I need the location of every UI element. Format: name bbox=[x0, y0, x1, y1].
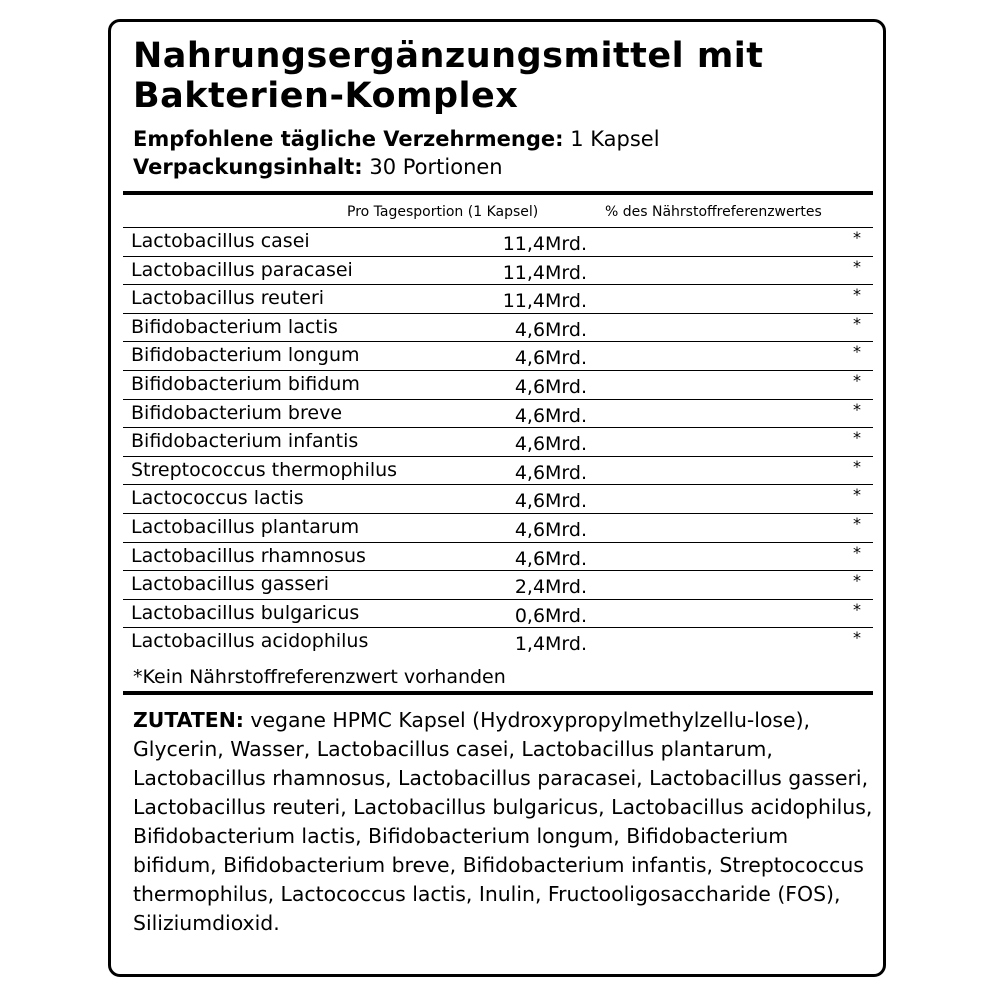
strain-name: Lactobacillus plantarum bbox=[131, 515, 360, 538]
strain-amount: 4,6Mrd. bbox=[514, 490, 587, 513]
nrv-asterisk: * bbox=[853, 285, 861, 305]
nrv-footnote: *Kein Nährstoffreferenzwert vorhanden bbox=[133, 666, 506, 688]
table-row bbox=[123, 227, 873, 256]
nrv-asterisk: * bbox=[853, 599, 861, 619]
strain-name: Bifidobacterium lactis bbox=[131, 315, 338, 338]
ingredients-text: vegane HPMC Kapsel (Hydroxypropylmethylzellu-lose), Glycerin, Wasser, Lactobacillus casei, Lactobacillus plantarum, Lactobacillus rhamnosus, Lactobacillus paracasei, Lactobacillus gasseri, Lactobacillus reuteri, Lactobacillus bulgaricus, Lactobacillus acidophilus, Bifidobacterium lactis, Bifidobacterium longum, Bifidobacterium bifidum, Bifidobacterium breve, Bifidobacterium infantis, Streptococcus thermophilus, Lactococcus lactis, Inulin, Fructooligosaccharide (FOS), Siliziumdioxid. bbox=[133, 708, 873, 935]
column-header-nrv: % des Nährstoffreferenzwertes bbox=[605, 204, 822, 220]
strain-amount: 4,6Mrd. bbox=[514, 518, 587, 541]
dosage-label: Empfohlene tägliche Verzehrmenge: bbox=[133, 127, 564, 151]
strain-amount: 11,4Mrd. bbox=[502, 290, 587, 313]
table-row bbox=[123, 513, 873, 542]
strain-name: Lactobacillus paracasei bbox=[131, 258, 353, 281]
strain-amount: 11,4Mrd. bbox=[502, 261, 587, 284]
table-row bbox=[123, 570, 873, 599]
table-row bbox=[123, 256, 873, 285]
strain-name: Lactococcus lactis bbox=[131, 487, 304, 510]
strain-name: Bifidobacterium breve bbox=[131, 401, 343, 424]
divider bbox=[123, 691, 873, 695]
table-row bbox=[123, 484, 873, 513]
table-row bbox=[123, 542, 873, 571]
table-row bbox=[123, 399, 873, 428]
strain-name: Lactobacillus casei bbox=[131, 230, 310, 252]
strain-name: Bifidobacterium bifidum bbox=[131, 372, 360, 395]
strain-name: Lactobacillus gasseri bbox=[131, 573, 329, 596]
strain-amount: 4,6Mrd. bbox=[514, 375, 587, 398]
table-row bbox=[123, 370, 873, 399]
divider bbox=[123, 191, 873, 195]
strain-name: Lactobacillus reuteri bbox=[131, 287, 325, 310]
strain-amount: 4,6Mrd. bbox=[514, 547, 587, 570]
package-label: Verpackungsinhalt: bbox=[133, 155, 363, 179]
table-row bbox=[123, 313, 873, 342]
nrv-asterisk: * bbox=[853, 485, 861, 505]
ingredients-label: ZUTATEN: bbox=[133, 708, 244, 732]
ingredients-paragraph bbox=[133, 706, 873, 938]
nrv-asterisk: * bbox=[853, 571, 861, 591]
table-row bbox=[123, 456, 873, 485]
nrv-asterisk: * bbox=[853, 256, 861, 276]
package-line bbox=[133, 154, 873, 180]
nrv-asterisk: * bbox=[853, 542, 861, 562]
strain-amount: 0,6Mrd. bbox=[514, 604, 587, 627]
dosage-value: 1 Kapsel bbox=[570, 127, 660, 151]
product-title: Nahrungsergänzungsmittel mit Bakterien-Komplex bbox=[133, 36, 764, 116]
strain-amount: 4,6Mrd. bbox=[514, 347, 587, 370]
nrv-asterisk: * bbox=[853, 513, 861, 533]
table-row bbox=[123, 427, 873, 456]
nrv-asterisk: * bbox=[853, 228, 861, 247]
strain-amount: 4,6Mrd. bbox=[514, 404, 587, 427]
nrv-asterisk: * bbox=[853, 399, 861, 419]
supplement-facts-label bbox=[108, 19, 886, 977]
table-row bbox=[123, 341, 873, 370]
table-row bbox=[123, 599, 873, 628]
dosage-line bbox=[133, 126, 873, 152]
table-row bbox=[123, 284, 873, 313]
nrv-asterisk: * bbox=[853, 313, 861, 333]
strain-amount: 1,4Mrd. bbox=[514, 633, 587, 656]
strain-name: Lactobacillus acidophilus bbox=[131, 630, 369, 653]
nrv-asterisk: * bbox=[853, 628, 861, 648]
strain-name: Bifidobacterium infantis bbox=[131, 430, 359, 453]
package-value: 30 Portionen bbox=[369, 155, 503, 179]
strain-amount: 4,6Mrd. bbox=[514, 433, 587, 456]
strain-name: Streptococcus thermophilus bbox=[131, 458, 398, 481]
strain-name: Bifidobacterium longum bbox=[131, 344, 360, 367]
column-header-per-serving: Pro Tagesportion (1 Kapsel) bbox=[347, 204, 539, 220]
strain-name: Lactobacillus bulgaricus bbox=[131, 601, 360, 624]
table-row bbox=[123, 627, 873, 656]
nrv-asterisk: * bbox=[853, 370, 861, 390]
strain-amount: 4,6Mrd. bbox=[514, 318, 587, 341]
strain-amount: 2,4Mrd. bbox=[514, 576, 587, 599]
strain-name: Lactobacillus rhamnosus bbox=[131, 544, 366, 567]
strain-amount: 11,4Mrd. bbox=[502, 233, 587, 255]
nrv-asterisk: * bbox=[853, 428, 861, 448]
strain-amount: 4,6Mrd. bbox=[514, 461, 587, 484]
nrv-asterisk: * bbox=[853, 456, 861, 476]
nrv-asterisk: * bbox=[853, 342, 861, 362]
nutrient-table bbox=[123, 227, 873, 656]
